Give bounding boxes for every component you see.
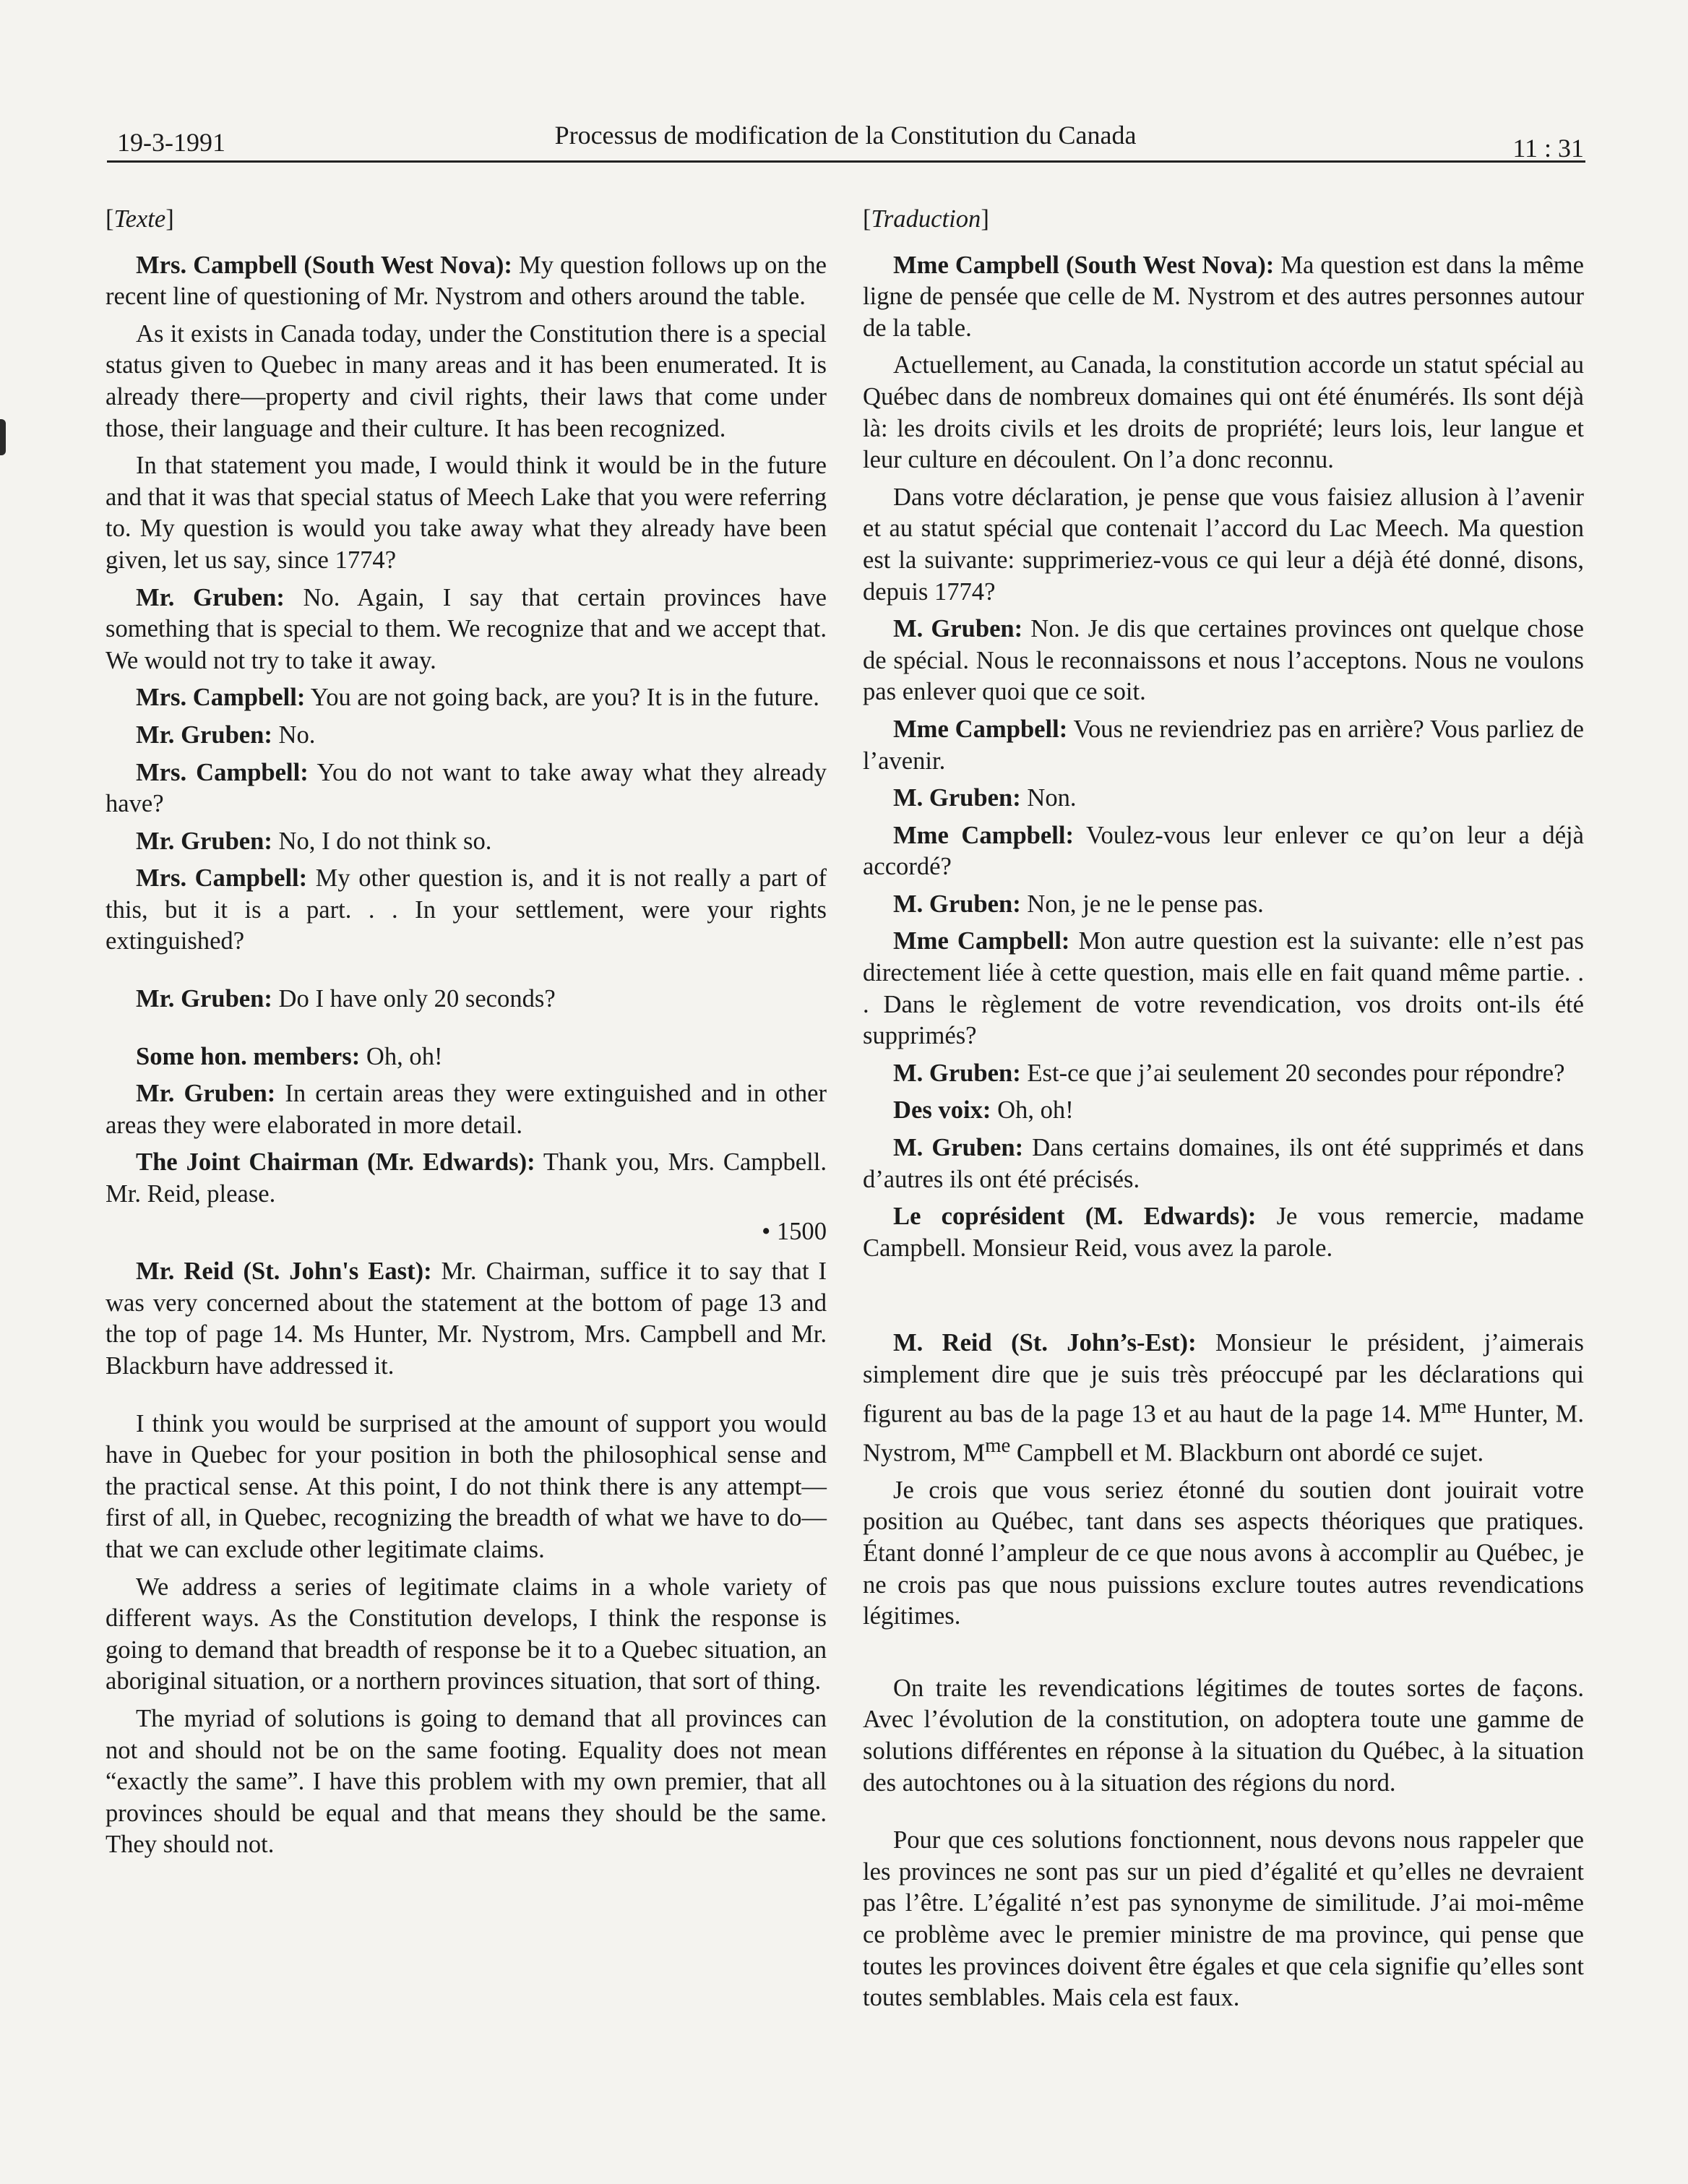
speaker-name: The Joint Chairman (Mr. Edwards): <box>136 1148 535 1177</box>
paragraph: Mr. Gruben: Do I have only 20 seconds? <box>136 985 556 1013</box>
speaker-name: Mr. Gruben: <box>136 985 272 1013</box>
paragraph: M. Gruben: Non. <box>893 784 1077 812</box>
left-column <box>106 204 827 1867</box>
paragraph: Mr. Gruben: In certain areas they were extinguished and in other areas they were elaborated in more detail. <box>106 1080 827 1139</box>
paragraph: Mrs. Campbell (South West Nova): My question follows up on the recent line of questioning of Mr. Nystrom and others around the table. <box>106 251 827 311</box>
speaker-name: Mme Campbell: <box>893 821 1074 849</box>
paragraph: Je crois que vous seriez étonné du soutien dont jouirait votre position au Québec, tant dans ses aspects théoriques que pratiques. Étant donné l’ampleur de ce que nous avons à accomplir au Québec, je ne crois pas que nous puissions exclure toutes autres revendications légitimes. <box>863 1476 1584 1630</box>
speaker-name: Mme Campbell (South West Nova): <box>893 251 1275 279</box>
speaker-name: M. Gruben: <box>893 1059 1021 1087</box>
paragraph: Mrs. Campbell: You do not want to take away what they already have? <box>106 758 827 818</box>
paragraph: Mme Campbell: Mon autre question est la suivante: elle n’est pas directement liée à cette question, mais elle en fait quand même partie. . . Dans le règlement de votre revendication, vos droits ont-ils été supprimés? <box>863 927 1584 1050</box>
speaker-name: Mrs. Campbell: <box>136 758 309 786</box>
column-label: [Texte] <box>106 205 174 233</box>
speaker-name: Some hon. members: <box>136 1042 361 1070</box>
header-page-number: 11 : 31 <box>1512 134 1584 163</box>
paragraph: Mme Campbell: Voulez-vous leur enlever ce qu’on leur a déjà accordé? <box>863 821 1584 881</box>
speaker-name: Mr. Gruben: <box>136 1080 276 1108</box>
speaker-name: Mr. Gruben: <box>136 721 272 749</box>
paragraph: Mme Campbell: Vous ne reviendriez pas en arrière? Vous parliez de l’avenir. <box>863 715 1584 775</box>
speaker-name: M. Reid (St. John’s-Est): <box>893 1329 1197 1357</box>
paragraph: M. Gruben: Non, je ne le pense pas. <box>893 890 1264 918</box>
speaker-name: Mrs. Campbell: <box>136 864 308 893</box>
speaker-name: Mrs. Campbell (South West Nova): <box>136 251 512 279</box>
header-date: 19-3-1991 <box>117 128 225 157</box>
speaker-name: Mr. Gruben: <box>136 583 285 611</box>
paragraph: Some hon. members: Oh, oh! <box>136 1042 443 1070</box>
paragraph: Mr. Reid (St. John's East): Mr. Chairman, suffice it to say that I was very concerned about the statement at the bottom of page 13 and the top of page 14. Ms Hunter, Mr. Nystrom, Mrs. Campbell and Mr. Blackburn have addressed it. <box>106 1257 827 1380</box>
speaker-name: Mme Campbell: <box>893 715 1068 743</box>
page-header <box>107 120 1584 163</box>
paragraph: Le coprésident (M. Edwards): Je vous remercie, madame Campbell. Monsieur Reid, vous avez la parole. <box>863 1203 1584 1262</box>
speaker-name: M. Gruben: <box>893 615 1023 643</box>
paragraph: M. Gruben: Non. Je dis que certaines provinces ont quelque chose de spécial. Nous le reconnaissons et nous l’acceptons. Nous ne voulons pas enlever quoi que ce soit. <box>863 615 1584 706</box>
speaker-name: M. Gruben: <box>893 890 1021 918</box>
paragraph: As it exists in Canada today, under the Constitution there is a special status given to Quebec in many areas and it has been enumerated. It is already there—property and civil rights, their laws that come under those, their language and their culture. It has been recognized. <box>106 319 827 442</box>
paragraph: M. Gruben: Dans certains domaines, ils ont été supprimés et dans d’autres ils ont été précisés. <box>863 1134 1584 1193</box>
paragraph: On traite les revendications légitimes de toutes sortes de façons. Avec l’évolution de la constitution, on adoptera toute une gamme de solutions différentes en réponse à la situation du Québec, à la situation des autochtones ou à la situation des régions du nord. <box>863 1674 1584 1797</box>
speaker-name: Mr. Reid (St. John's East): <box>136 1257 432 1286</box>
paragraph: Actuellement, au Canada, la constitution accorde un statut spécial au Québec dans de nombreux domaines qui ont été énumérés. Ils sont déjà là: les droits civils et les droits de propriété; leurs lois, leur langue et leur culture en découlent. On l’a donc reconnu. <box>863 351 1584 474</box>
paragraph: Mr. Gruben: No. Again, I say that certain provinces have something that is special to them. We recognize that and we accept that. We would not try to take it away. <box>106 583 827 674</box>
speaker-name: Mme Campbell: <box>893 927 1070 955</box>
speaker-name: Le coprésident (M. Edwards): <box>893 1203 1257 1231</box>
paragraph: Dans votre déclaration, je pense que vous faisiez allusion à l’avenir et au statut spécial que contenait l’accord du Lac Meech. Ma question est la suivante: supprimeriez-vous ce qui leur a déjà été donné, disons, depuis 1774? <box>863 483 1584 606</box>
paragraph: Des voix: Oh, oh! <box>893 1096 1074 1125</box>
paragraph: The myriad of solutions is going to demand that all provinces can not and should not be on the same footing. Equality does not mean “exactly the same”. I have this problem with my own premier, that all provinces should be equal and that means they should be the same. They should not. <box>106 1704 827 1859</box>
header-title: Processus de modification de la Constitution du Canada <box>554 121 1137 150</box>
paragraph: M. Gruben: Est-ce que j’ai seulement 20 secondes pour répondre? <box>893 1059 1565 1087</box>
speaker-name: Mrs. Campbell: <box>136 684 306 712</box>
paragraph: Mrs. Campbell: My other question is, and it is not really a part of this, but it is a part. . . In your settlement, were your rights extinguished? <box>106 864 827 955</box>
time-stamp: • 1500 <box>762 1217 827 1245</box>
paragraph: The Joint Chairman (Mr. Edwards): Thank you, Mrs. Campbell. Mr. Reid, please. <box>106 1148 827 1208</box>
paragraph: Mrs. Campbell: You are not going back, are you? It is in the future. <box>136 684 819 712</box>
paragraph: I think you would be surprised at the amount of support you would have in Quebec for your position in both the philosophical sense and the practical sense. At this point, I do not think there is any attempt—first of all, in Quebec, recognizing the breadth of what we have to do—that we can exclude other legitimate claims. <box>106 1409 827 1563</box>
speaker-name: M. Gruben: <box>893 784 1021 812</box>
column-label: [Traduction] <box>863 205 989 233</box>
paragraph: We address a series of legitimate claims in a whole variety of different ways. As the Constitution develops, I think the response is going to demand that breadth of response be it to a Quebec situation, an aboriginal situation, or a northern provinces situation, that sort of thing. <box>106 1573 827 1695</box>
paragraph: Mme Campbell (South West Nova): Ma question est dans la même ligne de pensée que celle de M. Nystrom et des autres personnes autour de la table. <box>863 251 1584 342</box>
paragraph: Mr. Gruben: No, I do not think so. <box>136 827 492 855</box>
paragraph: In that statement you made, I would think it would be in the future and that it was that special status of Meech Lake that you were referring to. My question is would you take away what they already have been given, let us say, since 1774? <box>106 452 827 574</box>
right-column <box>863 204 1584 2020</box>
speaker-name: Des voix: <box>893 1096 991 1125</box>
speaker-name: Mr. Gruben: <box>136 827 272 855</box>
speaker-name: M. Gruben: <box>893 1134 1024 1162</box>
paragraph: Pour que ces solutions fonctionnent, nous devons nous rappeler que les provinces ne sont pas sur un pied d’égalité et qu’elles ne devraient pas l’être. L’égalité n’est pas synonyme de similitude. J’ai moi-même ce problème avec le premier ministre de ma province, qui pense que toutes les provinces doivent être égales et que cela signifie qu’elles sont toutes semblables. Mais cela est faux. <box>863 1826 1584 2012</box>
header-rule <box>107 160 1585 163</box>
paragraph: Mr. Gruben: No. <box>136 721 316 749</box>
binding-hole-mark <box>0 419 6 455</box>
paragraph: M. Reid (St. John’s-Est): Monsieur le président, j’aimerais simplement dire que je suis très préoccupé par les déclarations qui figurent au bas de la page 13 et au haut de la page 14. $M^{me}$ Hunter, M. Nystrom, $M^{me}$ Campbell et M. Blackburn ont abordé ce sujet. <box>863 1329 1584 1467</box>
bullet-icon: • <box>762 1217 771 1245</box>
